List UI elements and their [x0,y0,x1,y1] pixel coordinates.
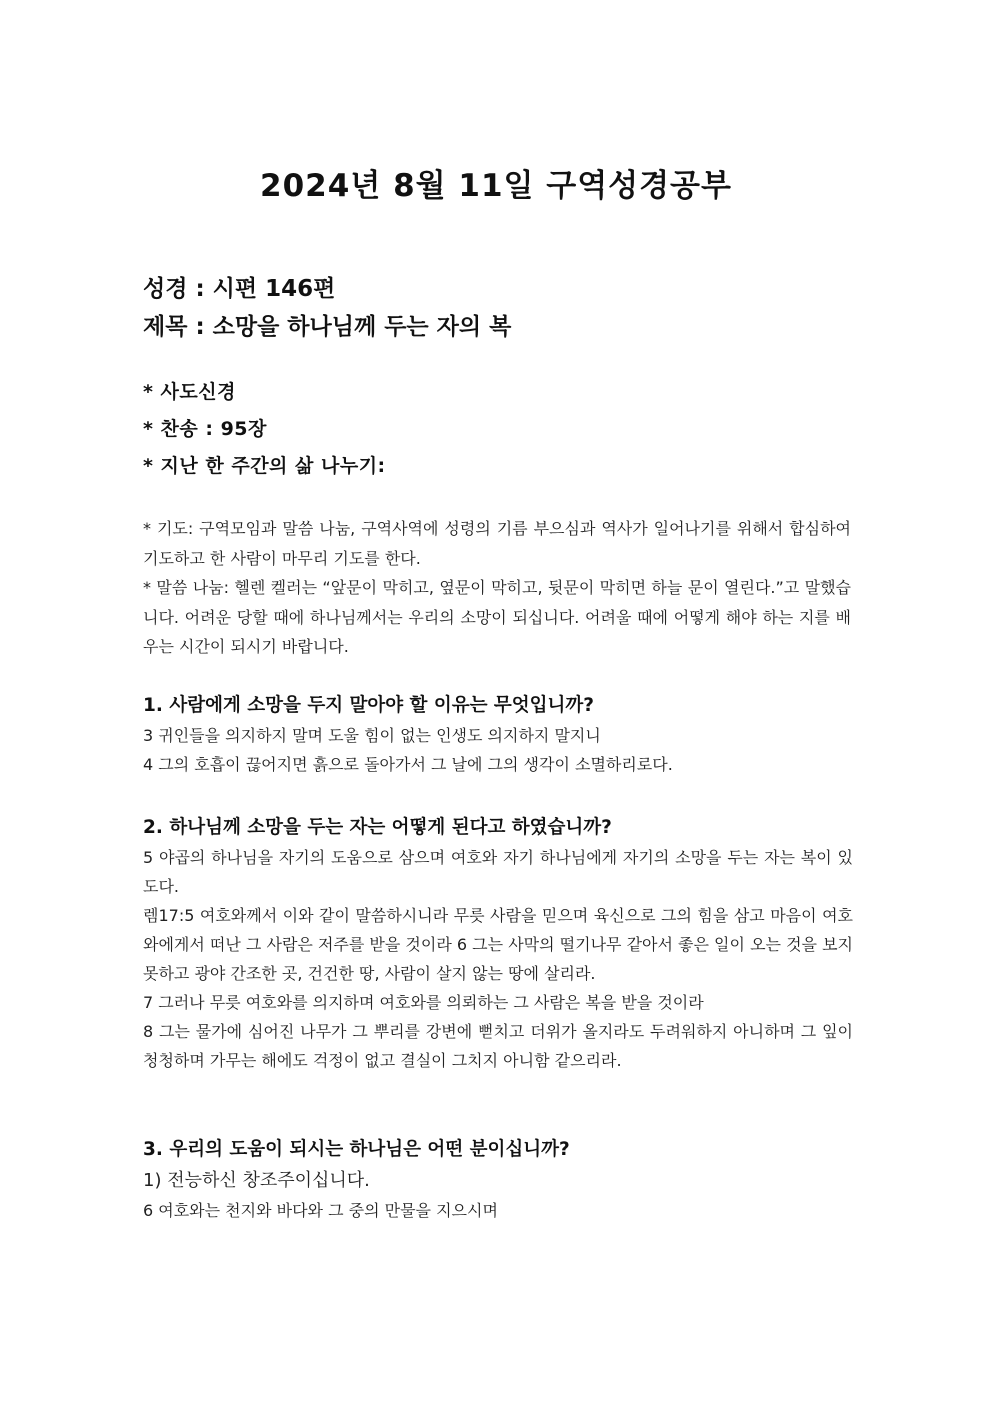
agenda-item: * 지난 한 주간의 삶 나누기: [143,455,386,477]
sermon-subject: 제목 : 소망을 하나님께 두는 자의 복 [143,314,512,340]
question-section-3 [143,1134,853,1225]
verse-paragraph: 5 야곱의 하나님을 자기의 도움으로 삼으며 여호와 자기 하나님에게 자기의 소망을 두는 자는 복이 있도다. [143,848,853,896]
document-meta [143,270,863,346]
question-section-2 [143,812,853,1075]
verse-paragraph: 8 그는 물가에 심어진 나무가 그 뿌리를 강변에 뻗치고 더위가 올지라도 두려워하지 아니하며 그 잎이 청청하며 가무는 해에도 걱정이 없고 결실이 그치지 아니함 같으리라. [143,1022,853,1070]
question-heading: 1. 사람에게 소망을 두지 말아야 할 이유는 무엇입니까? [143,695,595,716]
prayer-paragraph: * 기도: 구역모임과 말씀 나눔, 구역사역에 성령의 기름 부으심과 역사가 일어나기를 위해서 합심하여 기도하고 한 사람이 마무리 기도를 한다. [143,519,851,568]
agenda-item: * 찬송 : 95장 [143,418,267,440]
question-heading: 3. 우리의 도움이 되시는 하나님은 어떤 분이십니까? [143,1139,570,1160]
verse-paragraph: 렘17:5 여호와께서 이와 같이 말씀하시니라 무릇 사람을 믿으며 육신으로 그의 힘을 삼고 마음이 여호와에게서 떠난 그 사람은 저주를 받을 것이라 6 그는 사막의 떨기나무 같아서 좋은 일이 오는 것을 보지 못하고 광야 간조한 곳, 건건한 땅, 사람이 살지 않는 땅에 살리라. [143,906,853,983]
verse-line: 3 귀인들을 의지하지 말며 도울 힘이 없는 인생도 의지하지 말지니 [143,726,601,745]
verse-line: 6 여호와는 천지와 바다와 그 중의 만물을 지으시며 [143,1201,498,1220]
agenda-list [143,374,863,485]
verse-paragraph: 7 그러나 무릇 여호와를 의지하며 여호와를 의뢰하는 그 사람은 복을 받을 것이라 [143,993,704,1012]
agenda-item: * 사도신경 [143,381,236,403]
sharing-paragraph: * 말씀 나눔: 헬렌 켈러는 “앞문이 막히고, 옆문이 막히고, 뒷문이 막히면 하늘 문이 열린다.”고 말했습니다. 어려운 당할 때에 하나님께서는 우리의 소망이 되십니다. 어려울 때에 어떻게 해야 하는 지를 배우는 시간이 되시기 바랍니다. [143,578,851,656]
verse-line: 4 그의 호흡이 끊어지면 흙으로 돌아가서 그 날에 그의 생각이 소멸하리로다. [143,755,673,774]
document-title: 2024년 8월 11일 구역성경공부 [260,168,732,204]
question-heading: 2. 하나님께 소망을 두는 자는 어떻게 된다고 하였습니까? [143,817,612,838]
scripture-reference: 성경 : 시편 146편 [143,276,336,302]
answer-subheading: 1) 전능하신 창조주이십니다. [143,1170,370,1191]
intro-section [143,514,851,662]
question-section-1 [143,690,853,779]
